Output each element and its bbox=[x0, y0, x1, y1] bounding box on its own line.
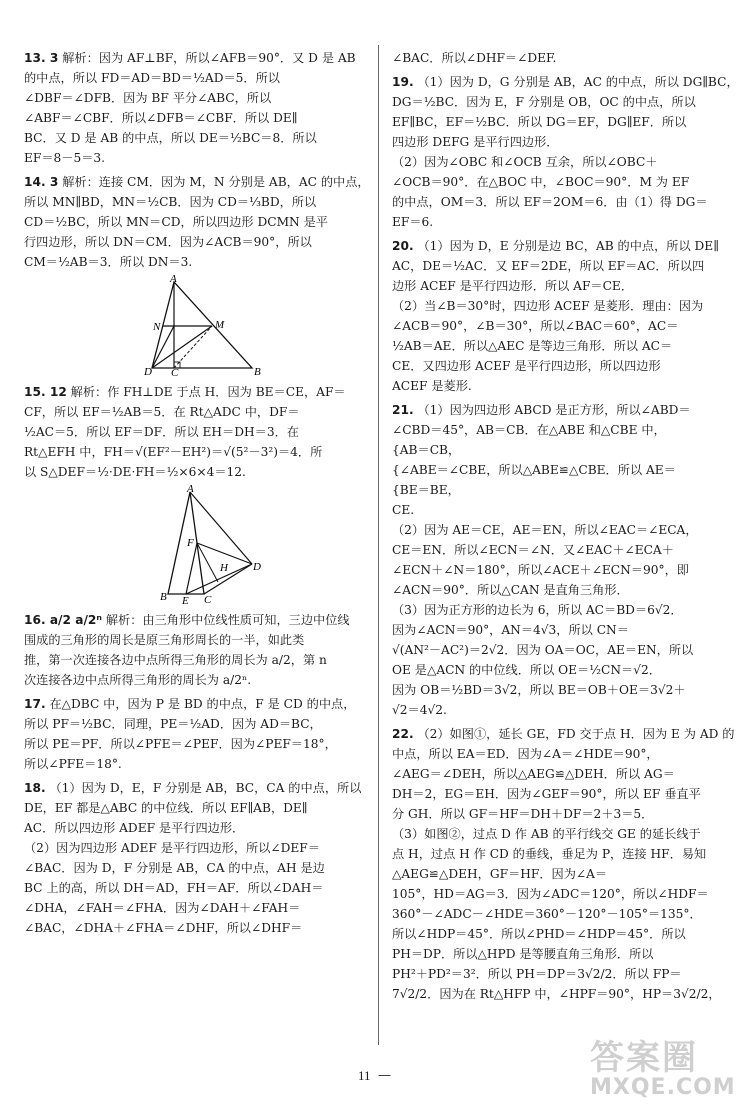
problem-13-header: 13. 3 bbox=[24, 51, 59, 65]
label-d: D bbox=[144, 366, 152, 378]
text-line: 围成的三角形的周长是原三角形周长的一半，如此类 bbox=[24, 633, 305, 647]
text-line: 中点，所以 EA＝ED．因为∠A＝∠HDE＝90°， bbox=[392, 747, 659, 761]
text-line: 解析：连接 CM．因为 M，N 分别是 AB，AC 的中点， bbox=[62, 175, 370, 189]
text-line: PH²＋PD²＝3²．所以 PH＝DP＝3√2/2．所以 FP＝ bbox=[392, 967, 682, 981]
triangle-abd bbox=[152, 282, 252, 368]
text-line: 105°，HD＝AG＝3．因为∠ADC＝120°，所以∠HDF＝ bbox=[392, 887, 709, 901]
problem-16-header: 16. a/2 a/2ⁿ bbox=[24, 613, 102, 627]
problem-20 bbox=[392, 236, 730, 396]
text-line: 推，第一次连接各边中点所得三角形的周长为 a/2，第 n bbox=[24, 653, 327, 667]
text-line: 四边形 DEFG 是平行四边形． bbox=[392, 135, 559, 149]
text-line: DH＝2，EG＝EH．因为∠GEF＝90°，所以 EF 垂直平 bbox=[392, 787, 701, 801]
problem-15-header: 15. 12 bbox=[24, 385, 67, 399]
text-line: （2）当∠B＝30°时，四边形 ACEF 是菱形．理由：因为 bbox=[392, 299, 704, 313]
label-h: H bbox=[220, 562, 228, 574]
text-line: CD＝½BC，所以 MN＝CD，所以四边形 DCMN 是平 bbox=[24, 215, 328, 229]
label-a: A bbox=[170, 273, 177, 285]
text-line: 的中点，所以 FD＝AD＝BD＝½AD＝5．所以 bbox=[24, 71, 280, 85]
label-c: C bbox=[171, 367, 179, 379]
text-line: ∠DHA，∠FAH＝∠FHA．因为∠DAH＋∠FAH＝ bbox=[24, 901, 301, 915]
text-line: BC．又 D 是 AB 的中点，所以 DE＝½BC＝8．所以 bbox=[24, 131, 317, 145]
figure-14-triangle bbox=[144, 273, 264, 379]
text-line: （1）因为 D，E 分别是边 BC，AB 的中点，所以 DE∥ bbox=[417, 239, 719, 253]
text-line: 行四边形，所以 DN＝CM．因为∠ACB＝90°，所以 bbox=[24, 235, 312, 249]
text-line: ∠DBF＝∠DFB．因为 BF 平分∠ABC，所以 bbox=[24, 91, 272, 105]
text-line: 解析：作 FH⊥DE 于点 H．因为 BE＝CE，AF＝ bbox=[70, 385, 346, 399]
text-line: CE．又四边形 ACEF 是平行四边形，所以四边形 bbox=[392, 359, 661, 373]
text-line: ACEF 是菱形. bbox=[392, 379, 472, 393]
problem-20-header: 20. bbox=[392, 239, 414, 253]
text-line: （1）因为四边形 ABCD 是正方形，所以∠ABD＝ bbox=[417, 403, 691, 417]
segment-ef bbox=[186, 543, 197, 594]
problem-17 bbox=[24, 694, 364, 774]
segment-ad bbox=[190, 492, 252, 564]
text-line: {AB＝CB， bbox=[392, 443, 461, 457]
text-line: △AEG≌△DEH，GF＝HF．因为∠A＝ bbox=[392, 867, 608, 881]
problem-13 bbox=[24, 48, 364, 168]
text-line: ∠BAC，∠DHA＋∠FHA＝∠DHF，所以∠DHF＝ bbox=[24, 921, 303, 935]
label-b: B bbox=[160, 591, 167, 603]
problem-18-continued bbox=[392, 48, 730, 68]
text-line: DE，EF 都是△ABC 的中位线．所以 EF∥AB，DE∥ bbox=[24, 801, 308, 815]
text-line: ∠ECN＋∠N＝180°，所以∠ACE＋∠ECN＝90°，即 bbox=[392, 563, 689, 577]
text-line: AC．所以四边形 ADEF 是平行四边形． bbox=[24, 821, 245, 835]
text-line: 360°－∠ADC－∠HDE＝360°－120°－105°＝135°． bbox=[392, 907, 702, 921]
text-line: 所以∠HDP＝45°．所以∠PHD＝∠HDP＝45°．所以 bbox=[392, 927, 686, 941]
text-line: （2）因为 AE＝CE，AE＝EN，所以∠EAC＝∠ECA， bbox=[392, 523, 698, 537]
text-line: CF，所以 EF＝½AB＝5．在 Rt△ADC 中，DF＝ bbox=[24, 405, 300, 419]
text-line: {∠ABE＝∠CBE，所以△ABE≌△CBE．所以 AE＝ bbox=[392, 463, 676, 477]
text-line: 的中点，OM＝3．所以 EF＝2OM＝6．由（1）得 DG＝ bbox=[392, 195, 708, 209]
label-b: B bbox=[254, 366, 261, 378]
text-line: （2）因为∠OBC 和∠OCB 互余，所以∠OBC＋ bbox=[392, 155, 658, 169]
problem-18 bbox=[24, 778, 364, 938]
text-line: （2）因为四边形 ADEF 是平行四边形，所以∠DEF＝ bbox=[24, 841, 320, 855]
text-line: ½AC＝5．所以 EF＝DF．所以 EH＝DH＝3．在 bbox=[24, 425, 299, 439]
text-line: PH＝DP．所以△HPD 是等腰直角三角形．所以 bbox=[392, 947, 654, 961]
text-line: EF∥BC，EF＝½BC．所以 DG＝EF，DG∥EF．所以 bbox=[392, 115, 687, 129]
problem-21-header: 21. bbox=[392, 403, 414, 417]
label-c: C bbox=[204, 594, 212, 606]
text-line: CE＝EN．所以∠ECN＝∠N．又∠EAC＋∠ECA＋ bbox=[392, 543, 674, 557]
text-line: ∠CBD＝45°，AB＝CB．在△ABE 和△CBE 中， bbox=[392, 423, 666, 437]
figure-15-triangle bbox=[160, 483, 261, 607]
text-line: （1）因为 D，G 分别是 AB，AC 的中点，所以 DG∥BC， bbox=[417, 75, 739, 89]
text-line: CM＝½AB＝3．所以 DN＝3. bbox=[24, 255, 193, 269]
text-line: ½AB＝AE．所以△AEC 是等边三角形．所以 AC＝ bbox=[392, 339, 673, 353]
problem-15 bbox=[24, 382, 364, 482]
text-line: OE 是△ACN 的中位线．所以 OE＝½CN＝√2． bbox=[392, 663, 661, 677]
text-line: 因为∠ACN＝90°，AN＝4√3，所以 CN＝ bbox=[392, 623, 629, 637]
text-line: {BE＝BE， bbox=[392, 483, 460, 497]
text-line: ∠BAC．所以∠DHF＝∠DEF. bbox=[392, 51, 557, 65]
text-line: DG＝½BC．因为 E，F 分别是 OB，OC 的中点，所以 bbox=[392, 95, 696, 109]
label-a: A bbox=[187, 483, 194, 495]
text-line: EF＝6. bbox=[392, 215, 434, 229]
text-line: 在△DBC 中，因为 P 是 BD 的中点，F 是 CD 的中点， bbox=[49, 697, 356, 711]
text-line: √2＝4√2. bbox=[392, 703, 447, 717]
watermark bbox=[590, 1040, 740, 1102]
text-line: 所以 PF＝½BC．同理，PE＝½AD．因为 AD＝BC， bbox=[24, 717, 322, 731]
text-line: EF＝8－5＝3. bbox=[24, 151, 106, 165]
text-line: （3）因为正方形的边长为 6，所以 AC＝BD＝6√2． bbox=[392, 603, 683, 617]
text-line: 解析：因为 AF⊥BF，所以∠AFB＝90°．又 D 是 AB bbox=[62, 51, 356, 65]
text-line: （1）因为 D，E，F 分别是 AB，BC，CA 的中点，所以 bbox=[49, 781, 362, 795]
problem-18-header: 18. bbox=[24, 781, 46, 795]
column-divider bbox=[378, 45, 379, 1045]
problem-17-header: 17. bbox=[24, 697, 46, 711]
label-d: D bbox=[253, 561, 261, 573]
text-line: 分 GH．所以 GF＝HF＝DH＋DF＝2＋3＝5． bbox=[392, 807, 654, 821]
text-line: BC 上的高，所以 DH＝AD，FH＝AF．所以∠DAH＝ bbox=[24, 881, 324, 895]
label-n: N bbox=[153, 321, 161, 333]
right-column bbox=[392, 48, 739, 1008]
text-line: ∠BAC．因为 D，F 分别是 AB，CA 的中点，AH 是边 bbox=[24, 861, 325, 875]
text-line: ∠OCB＝90°．在△BOC 中，∠BOC＝90°．M 为 EF bbox=[392, 175, 690, 189]
label-f: F bbox=[187, 537, 194, 549]
page-number: 11 bbox=[358, 1068, 371, 1083]
watermark-url: MXQE.COM bbox=[590, 1075, 736, 1100]
text-line: 所以∠PFE＝18°. bbox=[24, 757, 122, 771]
text-line: 以 S△DEF＝½·DE·FH＝½×6×4＝12. bbox=[24, 465, 246, 479]
text-line: 解析：由三角形中位线性质可知，三边中位线 bbox=[105, 613, 350, 627]
text-line: 所以 PE＝PF．所以∠PFE＝∠PEF．因为∠PEF＝18°， bbox=[24, 737, 337, 751]
text-line: ∠ACN＝90°．所以△CAN 是直角三角形． bbox=[392, 583, 629, 597]
left-column bbox=[24, 48, 370, 942]
label-m: M bbox=[215, 319, 225, 331]
text-line: ∠AEG＝∠DEH，所以△AEG≌△DEH．所以 AG＝ bbox=[392, 767, 675, 781]
text-line: 因为 OB＝½BD＝3√2，所以 BE＝OB＋OE＝3√2＋ bbox=[392, 683, 686, 697]
text-line: CE. bbox=[392, 503, 415, 517]
text-line: √(AN²－AC²)＝2√2．因为 OA＝OC，AE＝EN，所以 bbox=[392, 643, 694, 657]
problem-14 bbox=[24, 172, 370, 272]
text-line: 7√2/2．因为在 Rt△HFP 中，∠HPF＝90°，HP＝3√2/2， bbox=[392, 987, 721, 1001]
text-line: Rt△EFH 中，FH＝√(EF²－EH²)＝√(5²－3²)＝4．所 bbox=[24, 445, 323, 459]
text-line: ∠ABF＝∠CBF．所以∠DFB＝∠CBF．所以 DE∥ bbox=[24, 111, 298, 125]
problem-19 bbox=[392, 72, 739, 232]
problem-19-header: 19. bbox=[392, 75, 414, 89]
text-line: ∠ACB＝90°，∠B＝30°，所以∠BAC＝60°，AC＝ bbox=[392, 319, 679, 333]
text-line: 次连接各边中点所得三角形的周长为 a/2ⁿ. bbox=[24, 673, 252, 687]
segment-ed bbox=[186, 564, 252, 594]
text-line: 所以 MN∥BD，MN＝½CB．因为 CD＝⅓BD，所以 bbox=[24, 195, 317, 209]
watermark-logo: 答案圈 bbox=[590, 1038, 698, 1078]
page-number-dash: — bbox=[378, 1068, 391, 1083]
label-e: E bbox=[182, 595, 189, 607]
problem-22-header: 22. bbox=[392, 727, 414, 741]
problem-22 bbox=[392, 724, 735, 1004]
text-line: 点 H，过点 H 作 CD 的垂线，垂足为 P，连接 HF．易知 bbox=[392, 847, 707, 861]
problem-16 bbox=[24, 610, 364, 690]
text-line: 边形 ACEF 是平行四边形．所以 AF＝CE． bbox=[392, 279, 634, 293]
text-line: AC，DE＝½AC．又 EF＝2DE，所以 EF＝AC．所以四 bbox=[392, 259, 705, 273]
text-line: （3）如图②，过点 D 作 AB 的平行线交 GE 的延长线于 bbox=[392, 827, 701, 841]
problem-21 bbox=[392, 400, 730, 720]
problem-14-header: 14. 3 bbox=[24, 175, 59, 189]
text-line: （2）如图①，延长 GE，FD 交于点 H．因为 E 为 AD 的 bbox=[417, 727, 735, 741]
